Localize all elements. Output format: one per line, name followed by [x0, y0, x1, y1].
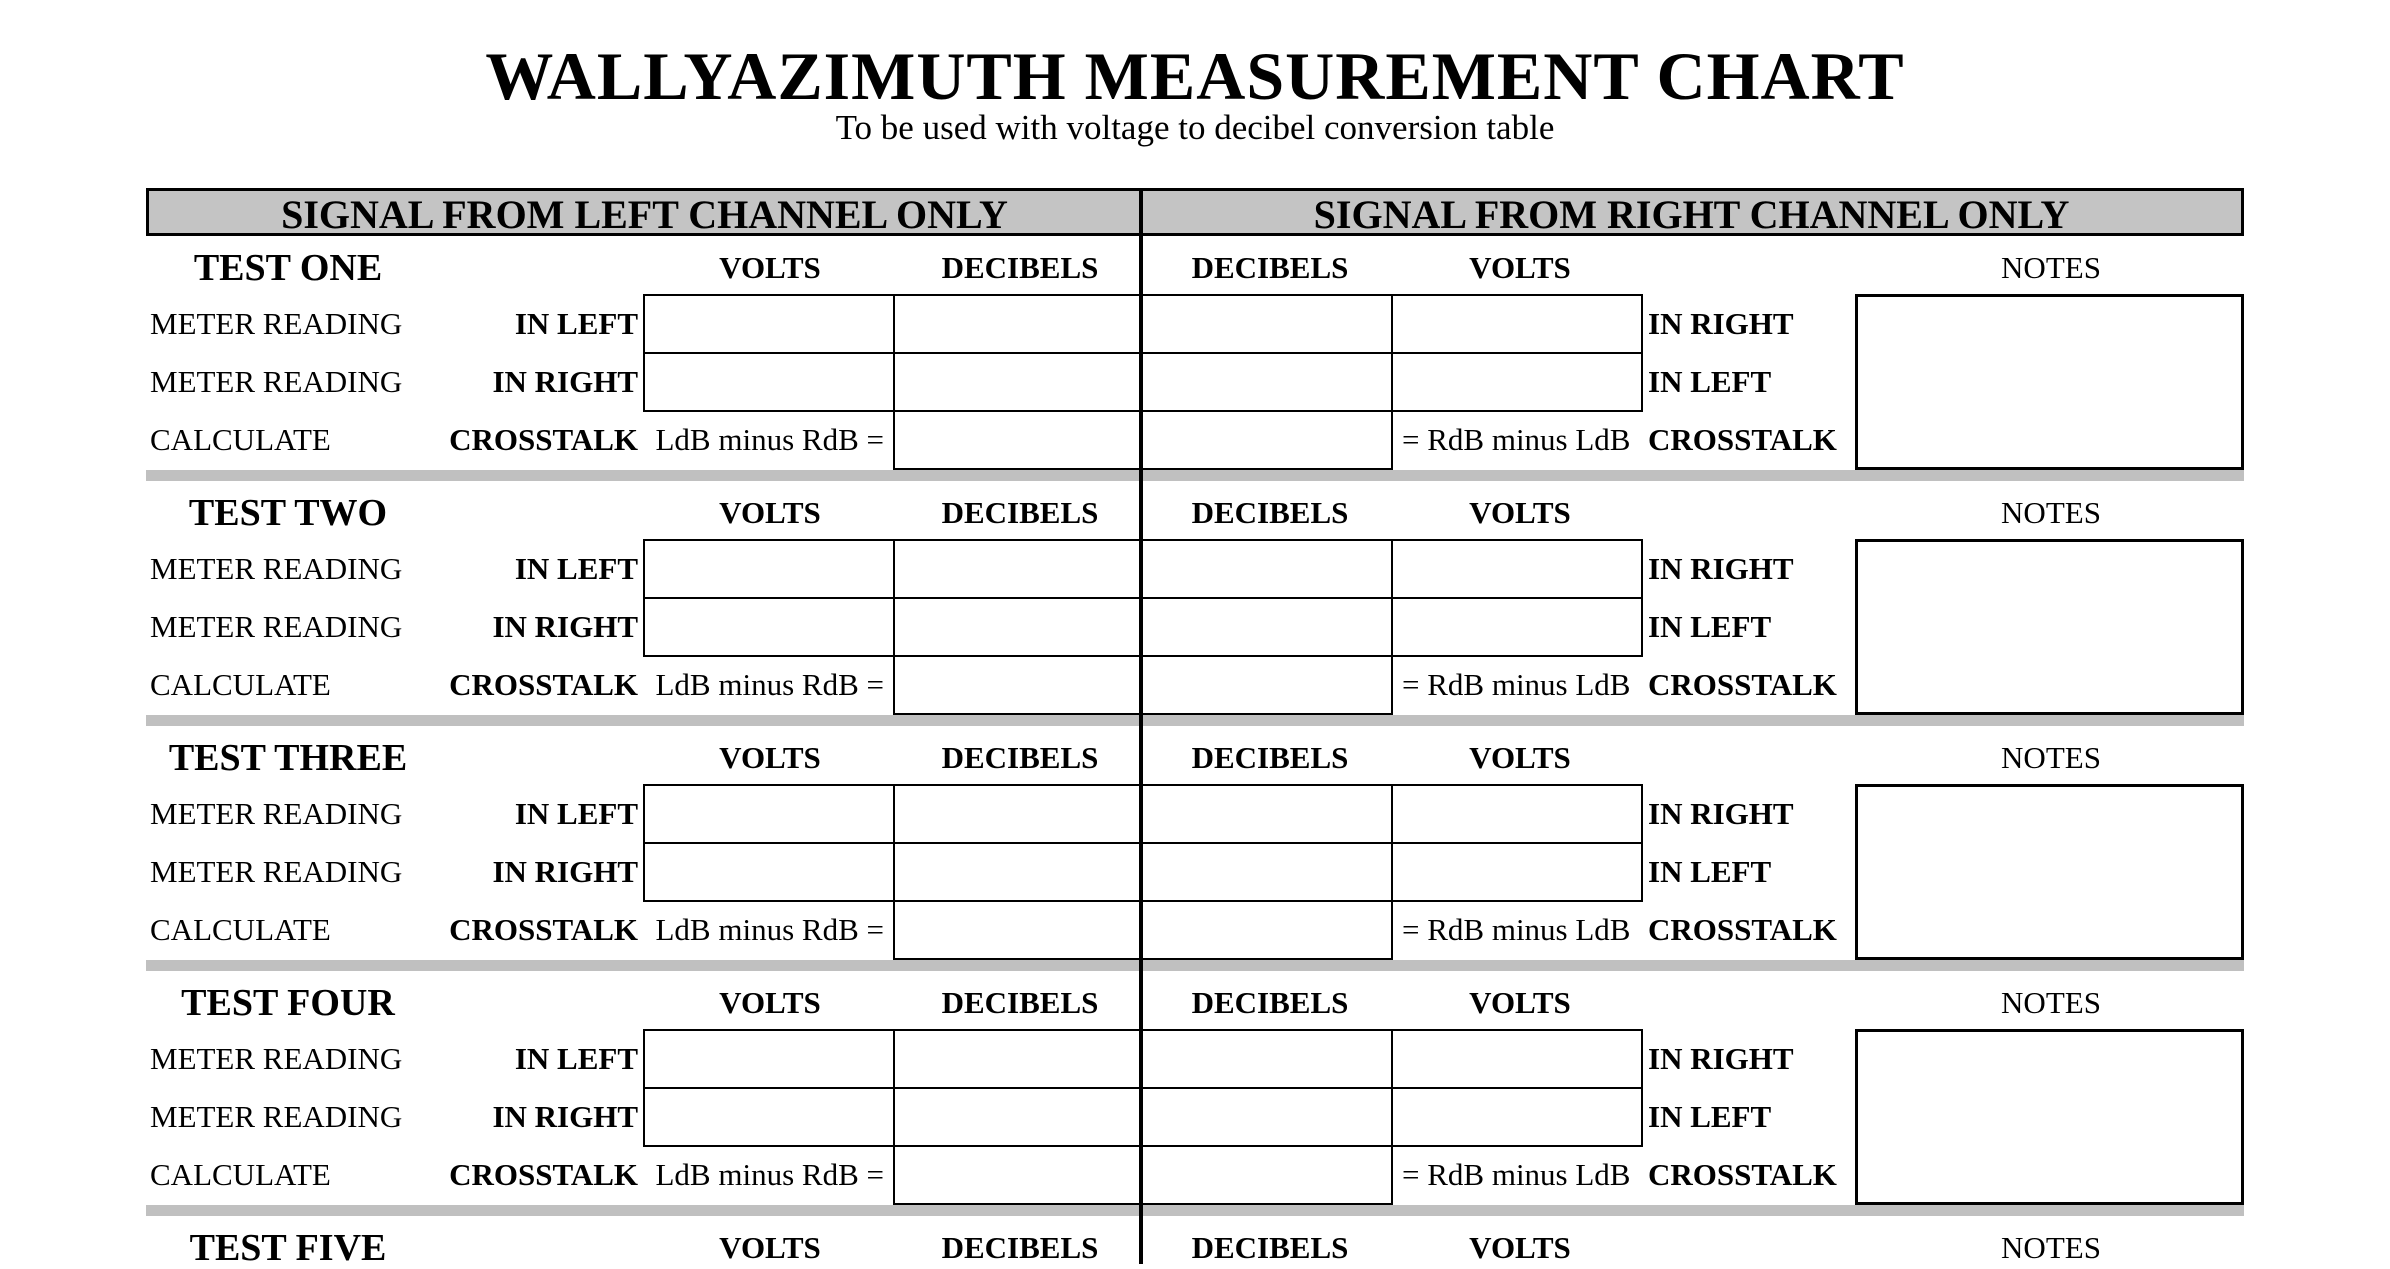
left-volts-input[interactable] — [643, 1029, 895, 1089]
volts-column-header: VOLTS — [719, 985, 821, 1020]
in-left-label: IN LEFT — [1648, 609, 1772, 644]
left-crosstalk-input[interactable] — [893, 1145, 1143, 1205]
test-title: TEST FOUR — [181, 982, 395, 1024]
in-right-label: IN RIGHT — [1648, 306, 1794, 341]
volts-column-header: VOLTS — [719, 250, 821, 285]
right-crosstalk-input[interactable] — [1141, 655, 1393, 715]
volts-column-header: VOLTS — [1469, 495, 1571, 530]
meter-reading-label: METER READING — [150, 306, 403, 341]
in-left-label: IN LEFT — [514, 796, 638, 831]
decibels-column-header: DECIBELS — [1191, 1230, 1349, 1265]
right-crosstalk-formula: = RdB minus LdB — [1402, 667, 1631, 702]
left-decibels-input[interactable] — [893, 1029, 1143, 1089]
meter-reading-label: METER READING — [150, 609, 403, 644]
right-decibels-input[interactable] — [1141, 1087, 1393, 1147]
left-volts-input[interactable] — [643, 352, 895, 412]
calculate-label: CALCULATE — [150, 1157, 331, 1192]
right-decibels-input[interactable] — [1141, 352, 1393, 412]
crosstalk-label: CROSSTALK — [449, 1157, 638, 1192]
decibels-column-header: DECIBELS — [941, 740, 1099, 775]
page-title: WALLYAZIMUTH MEASUREMENT CHART — [485, 38, 1905, 114]
left-decibels-input[interactable] — [893, 1087, 1143, 1147]
volts-column-header: VOLTS — [1469, 740, 1571, 775]
right-volts-input[interactable] — [1391, 597, 1643, 657]
in-right-label: IN RIGHT — [492, 364, 638, 399]
test-separator — [146, 470, 2244, 481]
decibels-column-header: DECIBELS — [941, 1230, 1099, 1265]
in-left-label: IN LEFT — [514, 306, 638, 341]
page-subtitle: To be used with voltage to decibel conversion table — [835, 108, 1555, 147]
in-left-label: IN LEFT — [1648, 364, 1772, 399]
test-separator — [146, 960, 2244, 971]
right-decibels-input[interactable] — [1141, 294, 1393, 354]
volts-column-header: VOLTS — [719, 1230, 821, 1265]
notes-box[interactable] — [1855, 539, 2244, 715]
notes-header: NOTES — [2001, 1230, 2101, 1265]
volts-column-header: VOLTS — [719, 495, 821, 530]
meter-reading-label: METER READING — [150, 551, 403, 586]
test-title: TEST TWO — [188, 492, 388, 534]
decibels-column-header: DECIBELS — [1191, 740, 1349, 775]
right-decibels-input[interactable] — [1141, 784, 1393, 844]
meter-reading-label: METER READING — [150, 854, 403, 889]
left-channel-header: SIGNAL FROM LEFT CHANNEL ONLY — [146, 188, 1143, 236]
notes-header: NOTES — [2001, 495, 2101, 530]
right-crosstalk-input[interactable] — [1141, 410, 1393, 470]
notes-header: NOTES — [2001, 740, 2101, 775]
meter-reading-label: METER READING — [150, 796, 403, 831]
notes-box[interactable] — [1855, 784, 2244, 960]
notes-box[interactable] — [1855, 1029, 2244, 1205]
meter-reading-label: METER READING — [150, 1099, 403, 1134]
test-title: TEST ONE — [193, 247, 383, 289]
left-volts-input[interactable] — [643, 597, 895, 657]
right-volts-input[interactable] — [1391, 1087, 1643, 1147]
crosstalk-label: CROSSTALK — [1648, 1157, 1837, 1192]
meter-reading-label: METER READING — [150, 364, 403, 399]
volts-column-header: VOLTS — [1469, 1230, 1571, 1265]
notes-box[interactable] — [1855, 294, 2244, 470]
left-volts-input[interactable] — [643, 842, 895, 902]
notes-header: NOTES — [2001, 985, 2101, 1020]
right-channel-header: SIGNAL FROM RIGHT CHANNEL ONLY — [1139, 188, 2244, 236]
decibels-column-header: DECIBELS — [1191, 250, 1349, 285]
decibels-column-header: DECIBELS — [941, 985, 1099, 1020]
in-right-label: IN RIGHT — [1648, 796, 1794, 831]
volts-column-header: VOLTS — [719, 740, 821, 775]
left-decibels-input[interactable] — [893, 294, 1143, 354]
left-decibels-input[interactable] — [893, 842, 1143, 902]
right-volts-input[interactable] — [1391, 842, 1643, 902]
left-volts-input[interactable] — [643, 539, 895, 599]
crosstalk-label: CROSSTALK — [1648, 912, 1837, 947]
in-left-label: IN LEFT — [1648, 854, 1772, 889]
calculate-label: CALCULATE — [150, 667, 331, 702]
test-title: TEST THREE — [168, 737, 408, 779]
left-crosstalk-formula: LdB minus RdB = — [655, 1157, 884, 1192]
left-volts-input[interactable] — [643, 294, 895, 354]
left-decibels-input[interactable] — [893, 784, 1143, 844]
crosstalk-label: CROSSTALK — [449, 912, 638, 947]
calculate-label: CALCULATE — [150, 422, 331, 457]
left-crosstalk-input[interactable] — [893, 900, 1143, 960]
left-decibels-input[interactable] — [893, 352, 1143, 412]
right-crosstalk-formula: = RdB minus LdB — [1402, 912, 1631, 947]
volts-column-header: VOLTS — [1469, 250, 1571, 285]
crosstalk-label: CROSSTALK — [449, 422, 638, 457]
right-decibels-input[interactable] — [1141, 597, 1393, 657]
calculate-label: CALCULATE — [150, 912, 331, 947]
meter-reading-label: METER READING — [150, 1041, 403, 1076]
left-volts-input[interactable] — [643, 784, 895, 844]
notes-header: NOTES — [2001, 250, 2101, 285]
right-crosstalk-formula: = RdB minus LdB — [1402, 1157, 1631, 1192]
right-volts-input[interactable] — [1391, 1029, 1643, 1089]
left-decibels-input[interactable] — [893, 539, 1143, 599]
right-volts-input[interactable] — [1391, 294, 1643, 354]
decibels-column-header: DECIBELS — [941, 250, 1099, 285]
test-title: TEST FIVE — [189, 1227, 387, 1269]
left-crosstalk-formula: LdB minus RdB = — [655, 667, 884, 702]
volts-column-header: VOLTS — [1469, 985, 1571, 1020]
in-left-label: IN LEFT — [1648, 1099, 1772, 1134]
in-right-label: IN RIGHT — [492, 854, 638, 889]
in-left-label: IN LEFT — [514, 1041, 638, 1076]
decibels-column-header: DECIBELS — [1191, 985, 1349, 1020]
in-right-label: IN RIGHT — [1648, 1041, 1794, 1076]
in-right-label: IN RIGHT — [492, 609, 638, 644]
left-crosstalk-formula: LdB minus RdB = — [655, 422, 884, 457]
in-right-label: IN RIGHT — [1648, 551, 1794, 586]
right-decibels-input[interactable] — [1141, 1029, 1393, 1089]
test-separator — [146, 1205, 2244, 1216]
decibels-column-header: DECIBELS — [1191, 495, 1349, 530]
left-crosstalk-input[interactable] — [893, 655, 1143, 715]
test-separator — [146, 715, 2244, 726]
right-crosstalk-input[interactable] — [1141, 1145, 1393, 1205]
left-crosstalk-formula: LdB minus RdB = — [655, 912, 884, 947]
crosstalk-label: CROSSTALK — [1648, 667, 1837, 702]
right-volts-input[interactable] — [1391, 784, 1643, 844]
right-crosstalk-input[interactable] — [1141, 900, 1393, 960]
right-decibels-input[interactable] — [1141, 539, 1393, 599]
crosstalk-label: CROSSTALK — [449, 667, 638, 702]
in-left-label: IN LEFT — [514, 551, 638, 586]
channel-divider — [1139, 188, 1143, 1264]
right-volts-input[interactable] — [1391, 352, 1643, 412]
in-right-label: IN RIGHT — [492, 1099, 638, 1134]
crosstalk-label: CROSSTALK — [1648, 422, 1837, 457]
left-crosstalk-input[interactable] — [893, 410, 1143, 470]
right-volts-input[interactable] — [1391, 539, 1643, 599]
right-decibels-input[interactable] — [1141, 842, 1393, 902]
left-decibels-input[interactable] — [893, 597, 1143, 657]
right-crosstalk-formula: = RdB minus LdB — [1402, 422, 1631, 457]
left-volts-input[interactable] — [643, 1087, 895, 1147]
decibels-column-header: DECIBELS — [941, 495, 1099, 530]
